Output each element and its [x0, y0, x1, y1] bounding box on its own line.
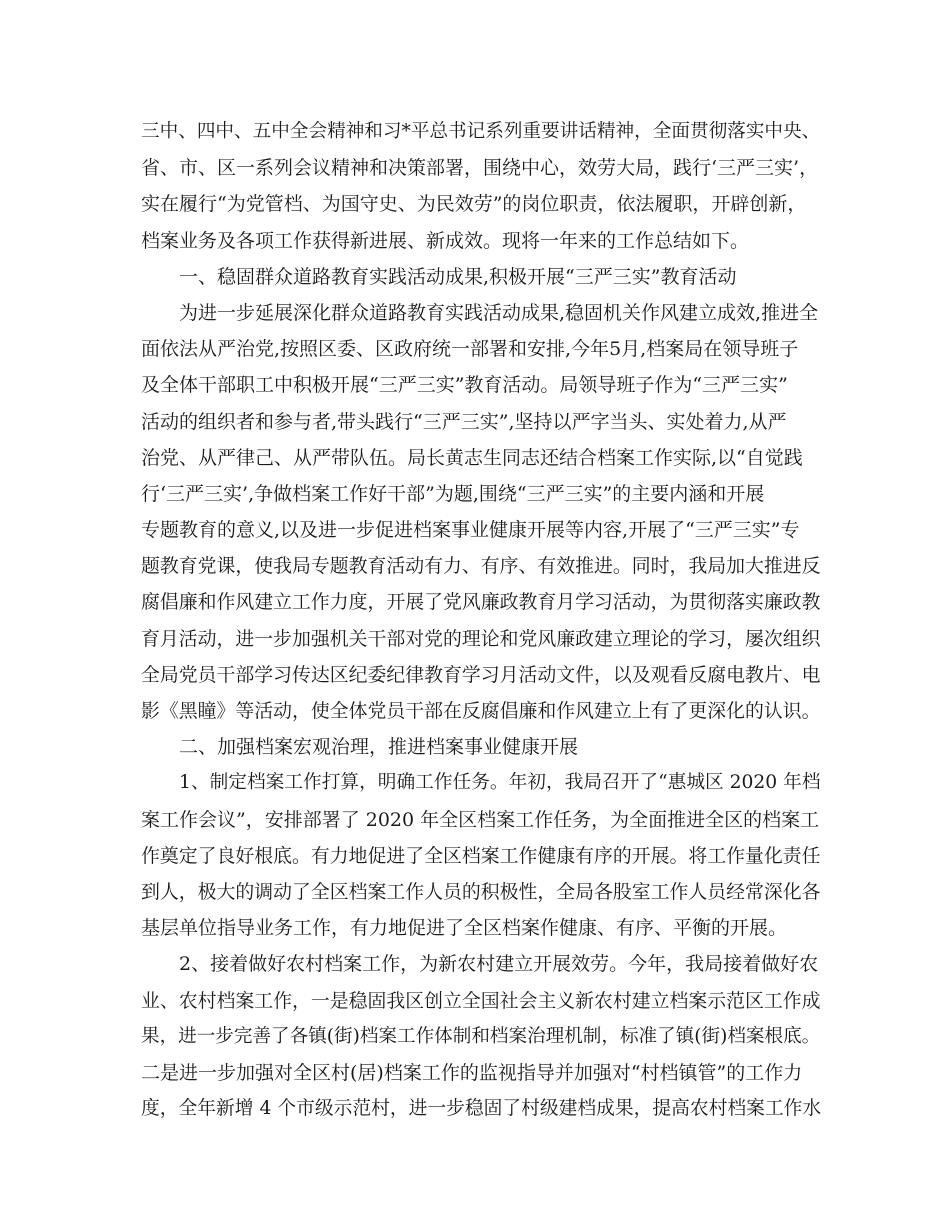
text-line: 题教育党课，使我局专题教育活动有力、有序、有效推进。同时，我局加大推进反: [141, 555, 821, 578]
text-line: 度，全年新增 4 个市级示范村，进一步稳固了村级建档成果，提高农村档案工作水: [141, 1098, 822, 1120]
text-line: 到人，极大的调动了全区档案工作人员的积极性，全局各股室工作人员经常深化各: [141, 880, 821, 903]
text-line: 实在履行“为党管档、为国守史、为民效劳”的岗位职责，依法履职，开辟创新，: [141, 193, 807, 216]
text-line: 治党、从严律己、从严带队伍。局长黄志生同志还结合档案工作实际,以“自觉践: [141, 446, 803, 469]
section-heading-1: 一、稳固群众道路教育实践活动成果,积极开展“三严三实”教育活动: [179, 265, 737, 288]
text-line: 作奠定了良好根底。有力地促进了全区档案工作健康有序的开展。将工作量化责任: [141, 844, 821, 867]
text-line: 业、农村档案工作，一是稳固我区创立全国社会主义新农村建立档案示范区工作成: [141, 989, 821, 1012]
document-body: [141, 114, 821, 1127]
text-line: 三中、四中、五中全会精神和习*平总书记系列重要讲话精神，全面贯彻落实中央、: [141, 121, 821, 142]
section-heading-2: 二、加强档案宏观治理，推进档案事业健康开展: [179, 736, 579, 759]
text-line: 及全体干部职工中积极开展“三严三实”教育活动。局领导班子作为“三严三实”: [141, 374, 788, 397]
text-line: 影《黑瞳》等活动，使全体党员干部在反腐倡廉和作风建立上有了更深化的认识。: [141, 700, 821, 722]
paragraph-start: 1、制定档案工作打算，明确工作任务。年初，我局召开了“惠城区 2020 年档: [179, 772, 821, 794]
text-line: 全局党员干部学习传达区纪委纪律教育学习月活动文件，以及观看反腐电教片、电: [141, 663, 821, 686]
text-line: 育月活动，进一步加强机关干部对党的理论和党风廉政建立理论的学习，屡次组织: [141, 627, 821, 650]
text-line: 基层单位指导业务工作，有力地促进了全区档案作健康、有序、平衡的开展。: [141, 917, 788, 940]
text-line: 省、市、区一系列会议精神和决策部署，围绕中心，效劳大局，践行‘三严三实’，: [141, 157, 819, 180]
text-line: 面依法从严治党,按照区委、区政府统一部署和安排,今年5月,档案局在领导班子: [141, 338, 799, 361]
text-line: 案工作会议”，安排部署了 2020 年全区档案工作任务，为全面推进全区的档案工: [141, 808, 820, 831]
text-line: 二是进一步加强对全区村(居)档案工作的监视指导并加强对“村档镇管”的工作力: [141, 1061, 803, 1084]
text-line: 专题教育的意义,以及进一步促进档案事业健康开展等内容,开展了“三严三实”专: [141, 519, 800, 542]
text-line: 行‘三严三实’,争做档案工作好干部”为题,围绕“三严三实”的主要内涵和开展: [141, 482, 765, 505]
text-line: 活动的组织者和参与者,带头践行“三严三实”,坚持以严字当头、实处着力,从严: [141, 410, 787, 433]
text-line: 果，进一步完善了各镇(街)档案工作体制和档案治理机制，标准了镇(街)档案根底。: [141, 1025, 821, 1047]
paragraph-start: 为进一步延展深化群众道路教育实践活动成果,稳固机关作风建立成效,推进全: [179, 301, 819, 324]
text-line: 腐倡廉和作风建立工作力度，开展了党风廉政教育月学习活动，为贯彻落实廉政教: [141, 591, 821, 614]
paragraph-start: 2、接着做好农村档案工作，为新农村建立开展效劳。今年，我局接着做好农: [179, 953, 819, 976]
text-line: 档案业务及各项工作获得新进展、新成效。现将一年来的工作总结如下。: [141, 229, 750, 252]
